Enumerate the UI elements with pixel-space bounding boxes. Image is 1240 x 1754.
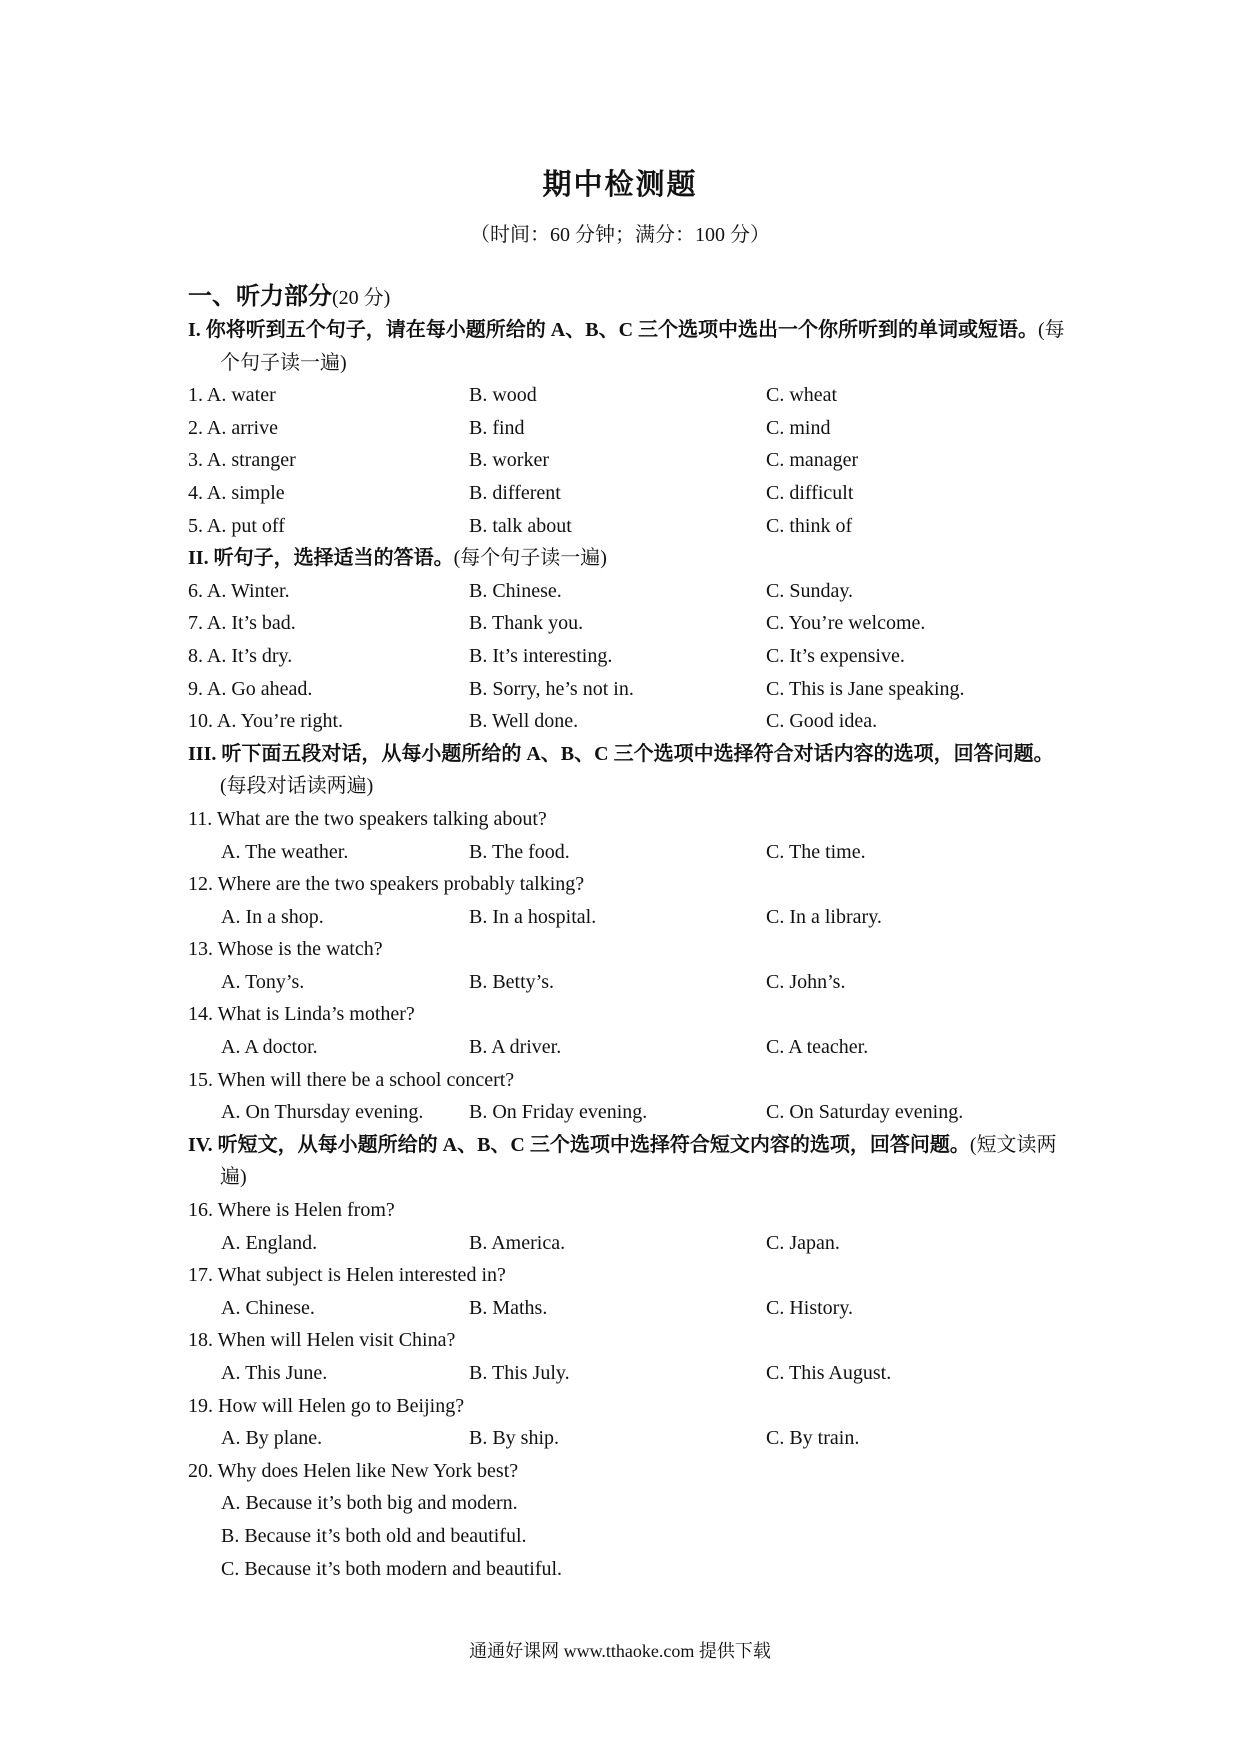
footer-watermark: 通通好课网 www.tthaoke.com 提供下载 bbox=[469, 1641, 771, 1661]
part-4-note: (短文读两遍) bbox=[220, 1133, 1057, 1189]
option-b: B. find bbox=[469, 416, 525, 439]
option-a: 5. A. put off bbox=[188, 514, 285, 537]
question-row bbox=[188, 477, 1068, 510]
question-text: 11. What are the two speakers talking about? bbox=[188, 807, 547, 830]
question-text: 13. Whose is the watch? bbox=[188, 938, 383, 961]
option-c: C. The time. bbox=[766, 840, 866, 863]
options-row bbox=[188, 1292, 1068, 1325]
option-c: C. By train. bbox=[766, 1427, 860, 1450]
option-a: 4. A. simple bbox=[188, 481, 285, 504]
section-heading bbox=[188, 280, 1068, 314]
option-c: C. difficult bbox=[766, 481, 854, 504]
option-c: C. think of bbox=[766, 514, 853, 537]
option-b: B. Betty’s. bbox=[469, 970, 555, 993]
part-3-title: III. 听下面五段对话，从每小题所给的 A、B、C 三个选项中选择符合对话内容的选项，回答问题。 bbox=[188, 742, 1054, 765]
question-text: 12. Where are the two speakers probably talking? bbox=[188, 873, 585, 896]
page-subtitle: （时间：60 分钟；满分：100 分） bbox=[470, 224, 770, 246]
part-1-title: I. 你将听到五个句子，请在每小题所给的 A、B、C 三个选项中选出一个你所听到的单词或短语。 bbox=[188, 319, 1039, 341]
options-row bbox=[188, 836, 1068, 869]
option-b: B. talk about bbox=[469, 514, 572, 537]
option-b: B. By ship. bbox=[469, 1427, 560, 1450]
option-b: B. It’s interesting. bbox=[469, 644, 613, 667]
option-b: B. In a hospital. bbox=[469, 905, 597, 928]
part-1-instruction bbox=[188, 314, 1068, 379]
question-row bbox=[188, 444, 1068, 477]
option-a: A. The weather. bbox=[221, 840, 349, 863]
option-a: 2. A. arrive bbox=[188, 416, 278, 439]
option-a: A. A doctor. bbox=[221, 1036, 318, 1059]
option-a: A. This June. bbox=[221, 1362, 328, 1384]
option-a: 6. A. Winter. bbox=[188, 579, 290, 602]
option-a: 10. A. You’re right. bbox=[188, 710, 344, 733]
part-2-note: (每个句子读一遍) bbox=[453, 547, 607, 570]
option-a: A. By plane. bbox=[221, 1427, 323, 1450]
option-b: B. different bbox=[469, 481, 561, 504]
part-1-note: (每个句子读一遍) bbox=[220, 319, 1065, 374]
option-b: B. worker bbox=[469, 449, 549, 472]
question-text: 16. Where is Helen from? bbox=[188, 1199, 395, 1222]
option-c: C. In a library. bbox=[766, 905, 882, 928]
option-b: B. Well done. bbox=[469, 710, 579, 733]
options-row bbox=[188, 1357, 1068, 1390]
option-c: C. Japan. bbox=[766, 1231, 840, 1254]
option-a: A. On Thursday evening. bbox=[221, 1101, 424, 1124]
option-b: B. wood bbox=[469, 384, 537, 407]
option-a: 9. A. Go ahead. bbox=[188, 677, 313, 700]
question-text: 17. What subject is Helen interested in? bbox=[188, 1264, 506, 1287]
options-row bbox=[188, 1422, 1068, 1455]
section-title: 一、听力部分 bbox=[188, 284, 332, 310]
question-row bbox=[188, 379, 1068, 412]
option-c: C. Sunday. bbox=[766, 579, 854, 602]
question-text: 18. When will Helen visit China? bbox=[188, 1329, 456, 1352]
part-2-title: II. 听句子，选择适当的答语。 bbox=[188, 547, 454, 570]
option-b: B. Chinese. bbox=[469, 579, 562, 602]
option-a: A. England. bbox=[221, 1231, 318, 1254]
options-row bbox=[188, 1227, 1068, 1260]
options-row bbox=[188, 1031, 1068, 1064]
option-c: C. A teacher. bbox=[766, 1036, 869, 1059]
option-b: B. Sorry, he’s not in. bbox=[469, 677, 634, 700]
option-a: A. Because it’s both big and modern. bbox=[221, 1492, 518, 1515]
option-b: B. Thank you. bbox=[469, 612, 584, 635]
option-a: 8. A. It’s dry. bbox=[188, 644, 293, 667]
option-b: B. Maths. bbox=[469, 1296, 548, 1319]
question-row bbox=[188, 640, 1068, 673]
option-c: C. wheat bbox=[766, 384, 838, 407]
part-4-title: IV. 听短文，从每小题所给的 A、B、C 三个选项中选择符合短文内容的选项，回答问题。 bbox=[188, 1133, 970, 1156]
option-a: A. Tony’s. bbox=[221, 970, 305, 993]
option-c: C. History. bbox=[766, 1296, 854, 1319]
question-row bbox=[188, 705, 1068, 738]
option-b: B. On Friday evening. bbox=[469, 1101, 648, 1124]
option-c: C. mind bbox=[766, 416, 831, 439]
option-a: 1. A. water bbox=[188, 384, 276, 407]
page-title: 期中检测题 bbox=[542, 169, 698, 201]
option-c: C. This August. bbox=[766, 1362, 892, 1384]
option-c: C. Good idea. bbox=[766, 710, 878, 733]
options-row bbox=[188, 1096, 1068, 1129]
question-text: 20. Why does Helen like New York best? bbox=[188, 1459, 519, 1482]
option-c: C. manager bbox=[766, 449, 859, 472]
part-2-instruction bbox=[188, 542, 1068, 575]
question-row bbox=[188, 673, 1068, 706]
part-4-instruction bbox=[188, 1129, 1068, 1194]
question-text: 14. What is Linda’s mother? bbox=[188, 1003, 415, 1026]
question-row bbox=[188, 575, 1068, 608]
option-c: C. It’s expensive. bbox=[766, 644, 905, 667]
part-3-note: (每段对话读两遍) bbox=[220, 775, 374, 798]
question-text: 15. When will there be a school concert? bbox=[188, 1068, 515, 1091]
option-c: C. John’s. bbox=[766, 970, 846, 993]
question-row bbox=[188, 607, 1068, 640]
question-row bbox=[188, 510, 1068, 543]
option-c: C. You’re welcome. bbox=[766, 612, 926, 635]
option-a: A. Chinese. bbox=[221, 1296, 315, 1319]
option-b: B. The food. bbox=[469, 840, 570, 863]
exam-content bbox=[188, 280, 1068, 1585]
option-b: B. America. bbox=[469, 1231, 566, 1254]
option-b: B. Because it’s both old and beautiful. bbox=[221, 1524, 527, 1547]
option-a: 3. A. stranger bbox=[188, 449, 296, 472]
option-c: C. This is Jane speaking. bbox=[766, 677, 965, 700]
option-b: B. This July. bbox=[469, 1362, 570, 1384]
option-a: A. In a shop. bbox=[221, 905, 324, 928]
option-b: B. A driver. bbox=[469, 1036, 562, 1059]
section-score: (20 分) bbox=[332, 287, 391, 309]
option-a: 7. A. It’s bad. bbox=[188, 612, 296, 635]
question-text: 19. How will Helen go to Beijing? bbox=[188, 1394, 465, 1417]
question-row bbox=[188, 412, 1068, 445]
part-3-instruction bbox=[188, 738, 1068, 803]
options-row bbox=[188, 966, 1068, 999]
option-c: C. On Saturday evening. bbox=[766, 1101, 964, 1124]
option-c: C. Because it’s both modern and beautiful. bbox=[221, 1557, 563, 1580]
options-row bbox=[188, 901, 1068, 934]
